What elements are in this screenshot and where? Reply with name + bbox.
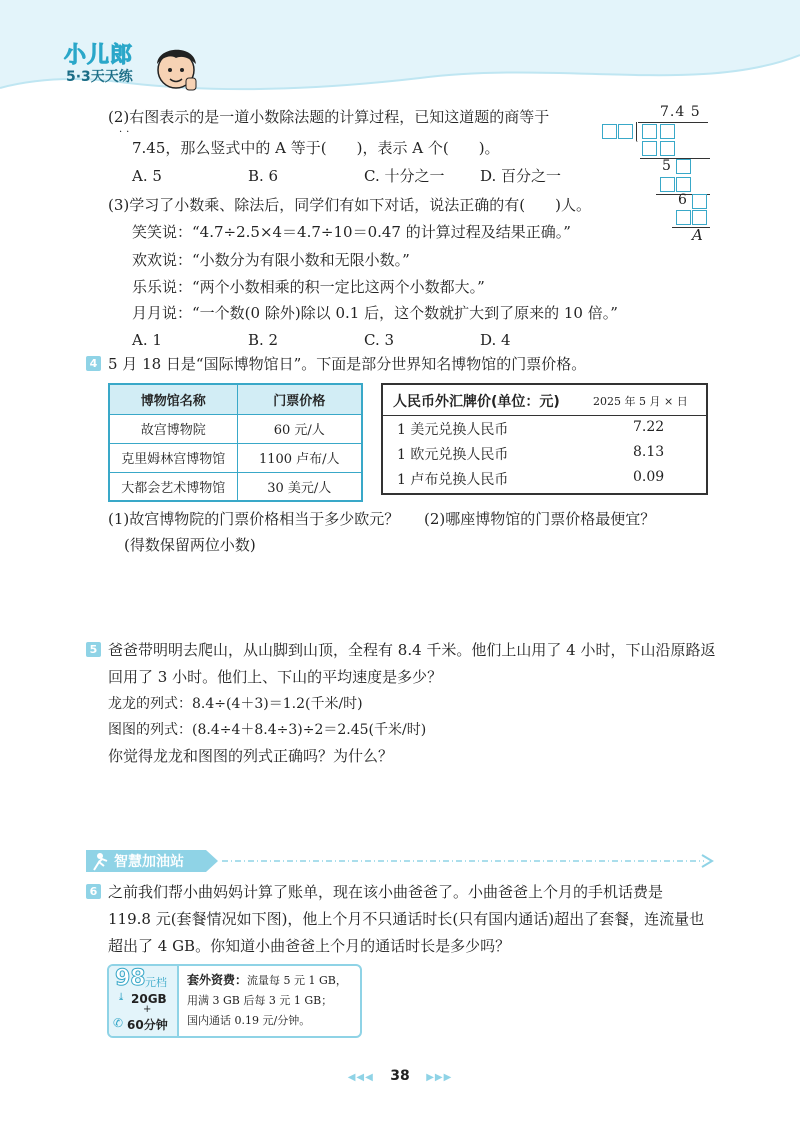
- rate-value: 7.22: [633, 419, 665, 435]
- letter-a: A: [692, 226, 703, 244]
- data-icon: ⤓: [117, 992, 126, 1003]
- division-line: [672, 227, 710, 228]
- table-cell: 克里姆林宫博物馆: [109, 443, 237, 472]
- q3-option-d[interactable]: D. 4: [480, 331, 511, 349]
- q4-sub1-note: (得数保留两位小数): [124, 536, 256, 554]
- q4-sub1: (1)故宫博物院的门票价格相当于多少欧元？: [108, 510, 400, 528]
- q6-line3: 超出了 4 GB。你知道小曲爸爸上个月的通话时长是多少吗？: [108, 937, 511, 955]
- division-bracket: [636, 122, 638, 142]
- rate-label: 1 卢布兑换人民币: [397, 472, 509, 488]
- plan-minutes: 60分钟: [127, 1018, 168, 1032]
- table-row: [109, 472, 362, 501]
- q2-option-a[interactable]: A. 5: [132, 167, 162, 185]
- q5-question: 你觉得龙龙和图图的列式正确吗？为什么？: [108, 747, 394, 765]
- plan-plus: +: [143, 1004, 152, 1015]
- blank-box: [660, 177, 675, 192]
- page-number: 38: [390, 1068, 410, 1084]
- rate-label: 1 欧元兑换人民币: [397, 447, 509, 463]
- table-header-row: [109, 384, 362, 414]
- rate-value: 0.09: [633, 469, 665, 485]
- blank-box: [692, 210, 707, 225]
- q5-line2: 回用了 3 小时。他们上、下山的平均速度是多少？: [108, 668, 443, 686]
- extra-fee-line3: 国内通话 0.19 元/分钟。: [187, 1014, 311, 1027]
- rate-value: 8.13: [633, 444, 665, 460]
- rate-label: 1 美元兑换人民币: [397, 422, 509, 438]
- table-header: 博物馆名称: [109, 384, 237, 414]
- prev-arrows-icon: ◀◀◀: [347, 1072, 374, 1083]
- table-cell: 大都会艺术博物馆: [109, 472, 237, 501]
- q6-line2: 119.8 元(套餐情况如下图)，他上个月不只通话时长(只有国内通话)超出了套餐，连流量也: [108, 910, 705, 928]
- long-division-figure: [600, 104, 710, 244]
- q2-option-d[interactable]: D. 百分之一: [480, 167, 562, 185]
- plan-data: 20GB: [131, 992, 167, 1006]
- digit-five: 5: [662, 158, 671, 174]
- extra-fee-line2: 用满 3 GB 后每 3 元 1 GB；: [187, 994, 333, 1007]
- q5-long-formula: 龙龙的列式：8.4÷(4＋3)＝1.2(千米/时): [108, 696, 363, 712]
- q2-line2: 7.45，那么竖式中的 A 等于( )，表示 A 个( )。: [132, 139, 500, 157]
- q4-sub2: (2)哪座博物馆的门票价格最便宜？: [424, 510, 656, 528]
- q3-statement-3: 乐乐说：“两个小数相乘的积一定比这两个小数都大。”: [132, 278, 485, 296]
- blank-box: [692, 194, 707, 209]
- page-footer: [0, 1068, 800, 1084]
- q2-option-b[interactable]: B. 6: [248, 167, 279, 185]
- q6-line1: 之前我们帮小曲妈妈计算了账单，现在该小曲爸爸了。小曲爸爸上个月的手机话费是: [108, 883, 664, 901]
- table-cell: 60 元/人: [237, 414, 362, 443]
- exchange-rate-box: [381, 383, 708, 495]
- q3-option-a[interactable]: A. 1: [132, 331, 162, 349]
- q3-statement-4: 月月说：“一个数(0 除外)除以 0.1 后，这个数就扩大到了原来的 10 倍。”: [132, 304, 618, 322]
- rate-date: 2025 年 5 月 × 日: [593, 395, 688, 408]
- blank-box: [642, 124, 657, 139]
- table-row: [109, 414, 362, 443]
- q2-line1: (2)右图表示的是一道小数除法题的计算过程，已知这道题的商等于: [108, 108, 550, 126]
- question-number-4: 4: [86, 356, 101, 371]
- division-line: [640, 158, 710, 159]
- table-cell: 1100 卢布/人: [237, 443, 362, 472]
- table-cell: 30 美元/人: [237, 472, 362, 501]
- logo-subtitle: 5·3天天练: [66, 69, 133, 85]
- repeat-dots: ··: [119, 127, 134, 138]
- q3-line1: (3)学习了小数乘、除法后，同学们有如下对话，说法正确的有( )人。: [108, 196, 591, 214]
- table-cell: 故宫博物院: [109, 414, 237, 443]
- question-number-5: 5: [86, 642, 101, 657]
- bonus-title: 智慧加油站: [114, 854, 184, 870]
- division-bar: [638, 122, 708, 123]
- q5-tutu-formula: 图图的列式：(8.4÷4＋8.4÷3)÷2＝2.45(千米/时): [108, 722, 427, 738]
- q5-line1: 爸爸带明明去爬山，从山脚到山顶，全程有 8.4 千米。他们上山用了 4 小时，下山沿原路返: [108, 641, 716, 659]
- blank-box: [676, 210, 691, 225]
- museum-ticket-table: [108, 383, 363, 502]
- rate-divider: [383, 415, 706, 416]
- phone-plan-card: [107, 964, 362, 1038]
- phone-icon: ✆: [113, 1016, 124, 1030]
- q3-statement-2: 欢欢说：“小数分为有限小数和无限小数。”: [132, 251, 410, 269]
- extra-fee-line1: 流量每 5 元 1 GB，: [247, 974, 347, 987]
- rate-title: 人民币外汇牌价(单位：元): [393, 394, 560, 410]
- blank-box: [602, 124, 617, 139]
- table-row: [109, 443, 362, 472]
- question-number-6: 6: [86, 884, 101, 899]
- division-quotient: 7.4 5: [660, 104, 701, 120]
- extra-fees: [187, 970, 347, 1031]
- q4-intro: 5 月 18 日是“国际博物馆日”。下面是部分世界知名博物馆的门票价格。: [108, 355, 587, 373]
- q3-option-b[interactable]: B. 2: [248, 331, 279, 349]
- blank-box: [660, 124, 675, 139]
- digit-six: 6: [678, 192, 687, 208]
- blank-box: [676, 159, 691, 174]
- logo-title: 小儿郎: [64, 43, 134, 68]
- table-header: 门票价格: [237, 384, 362, 414]
- extra-fees-label: 套外资费：: [187, 973, 248, 987]
- plan-price: 98: [115, 966, 146, 991]
- plan-unit: 元档: [145, 976, 167, 989]
- q3-statement-1: 笑笑说：“4.7÷2.5×4＝4.7÷10＝0.47 的计算过程及结果正确。”: [132, 223, 571, 241]
- next-arrows-icon: ▶▶▶: [426, 1072, 453, 1083]
- q3-option-c[interactable]: C. 3: [364, 331, 395, 349]
- blank-box: [660, 141, 675, 156]
- blank-box: [642, 141, 657, 156]
- blank-box: [618, 124, 633, 139]
- blank-box: [676, 177, 691, 192]
- q2-option-c[interactable]: C. 十分之一: [364, 167, 445, 185]
